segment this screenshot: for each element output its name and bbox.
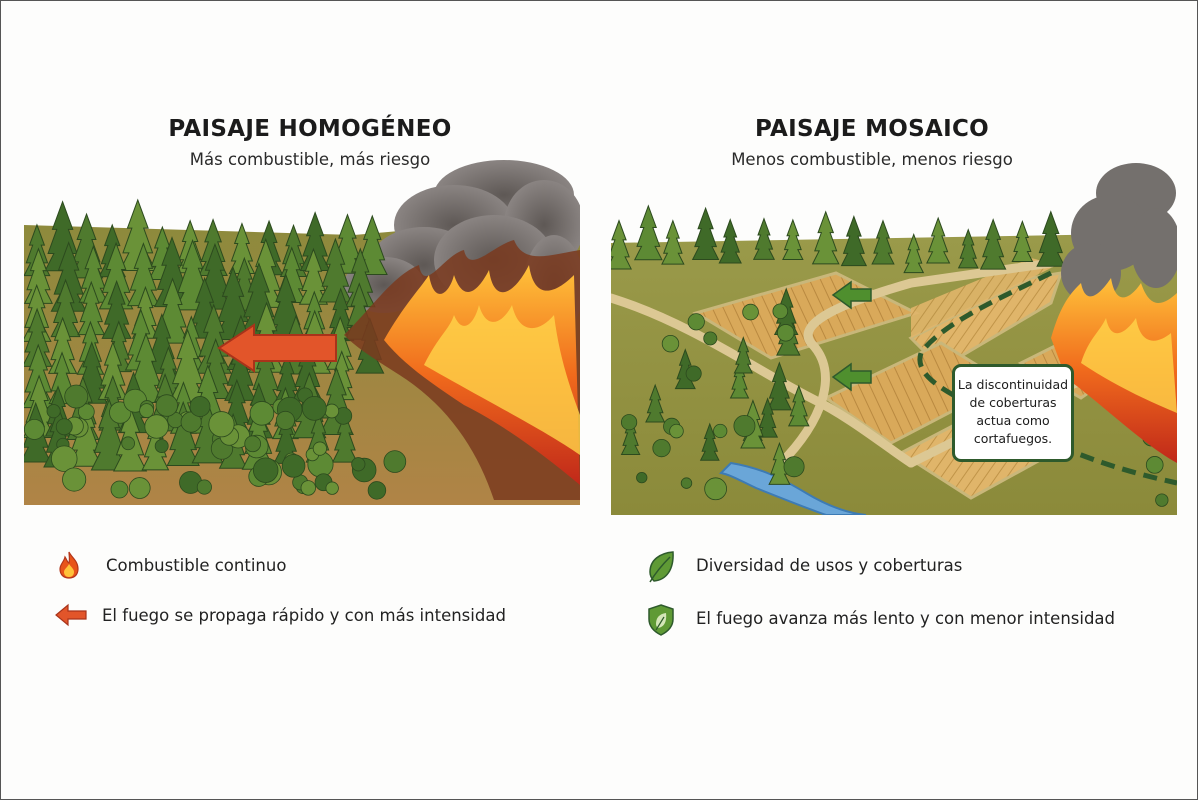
shrub (734, 415, 755, 436)
shrub (773, 304, 788, 319)
legend-text-fast-spread: El fuego se propaga rápido y con más intensidad (102, 605, 506, 625)
legend-item-slower-spread (646, 603, 1115, 633)
shrub (56, 419, 72, 435)
shrub (197, 480, 211, 494)
left-panel-title: PAISAJE HOMOGÉNEO (168, 116, 452, 142)
shrub (190, 396, 210, 416)
shrub (777, 324, 794, 341)
conifer-tree (754, 219, 774, 260)
shrub (276, 411, 294, 429)
legend-item-continuous-fuel (54, 550, 286, 580)
firebreak-callout (952, 364, 1074, 462)
callout-line: de coberturas (969, 395, 1057, 410)
shrub (245, 436, 261, 452)
conifer-tree (635, 206, 662, 260)
shrub (145, 415, 169, 439)
shrub (368, 482, 386, 500)
shrub (686, 366, 701, 381)
conifer-tree (693, 208, 719, 259)
shrub (704, 332, 717, 345)
legend-text-continuous-fuel: Combustible continuo (106, 555, 287, 575)
leaf-shield-icon (646, 603, 676, 633)
flame-icon (54, 550, 84, 580)
legend-item-land-use-diversity (646, 550, 962, 580)
shrub (129, 478, 150, 499)
shrub (313, 442, 326, 455)
orange-arrow-left-icon (54, 600, 84, 630)
shrub (621, 414, 636, 429)
shrub (705, 478, 727, 500)
shrub (714, 424, 727, 437)
shrub (47, 404, 60, 417)
callout-line: La discontinuidad (957, 377, 1069, 392)
shrub (784, 457, 804, 477)
shrub (325, 404, 339, 418)
shrub (1146, 456, 1163, 473)
shrub (653, 439, 670, 456)
leaf-icon (646, 550, 676, 580)
shrub (250, 401, 274, 425)
shrub (384, 451, 406, 473)
shrub (24, 419, 44, 439)
callout-line: actua como (976, 413, 1050, 428)
left-panel-subtitle: Más combustible, más riesgo (189, 150, 431, 169)
shrub (326, 482, 338, 494)
shrub (670, 424, 684, 438)
shrub (62, 468, 85, 491)
shrub (1156, 494, 1168, 506)
legend-item-fast-spread (54, 600, 506, 630)
mosaic-landscape-illustration (611, 163, 1177, 515)
shrub (65, 385, 88, 408)
shrub (253, 458, 278, 483)
shrub (681, 478, 692, 489)
shrub (155, 439, 168, 452)
shrub (140, 404, 154, 418)
homogeneous-landscape-illustration (24, 155, 580, 505)
shrub (743, 304, 759, 320)
smoke-plume-small (1061, 163, 1177, 303)
conifer-tree (813, 212, 839, 264)
shrub (301, 481, 316, 496)
legend-text-slower-spread: El fuego avanza más lento y con menor intensidad (696, 608, 1116, 628)
callout-line: cortafuegos. (973, 431, 1053, 446)
shrub (352, 458, 365, 471)
shrub (637, 472, 647, 482)
shrub (111, 481, 128, 498)
shrub (302, 396, 326, 420)
legend-text-land-use-diversity: Diversidad de usos y coberturas (696, 555, 963, 575)
right-panel-title: PAISAJE MOSAICO (754, 116, 990, 142)
shrub (156, 395, 178, 417)
shrub (688, 314, 704, 330)
right-panel-subtitle: Menos combustible, menos riesgo (731, 150, 1013, 169)
shrub (282, 454, 305, 477)
shrub (662, 335, 679, 352)
shrub (122, 437, 135, 450)
shrub (209, 412, 234, 437)
